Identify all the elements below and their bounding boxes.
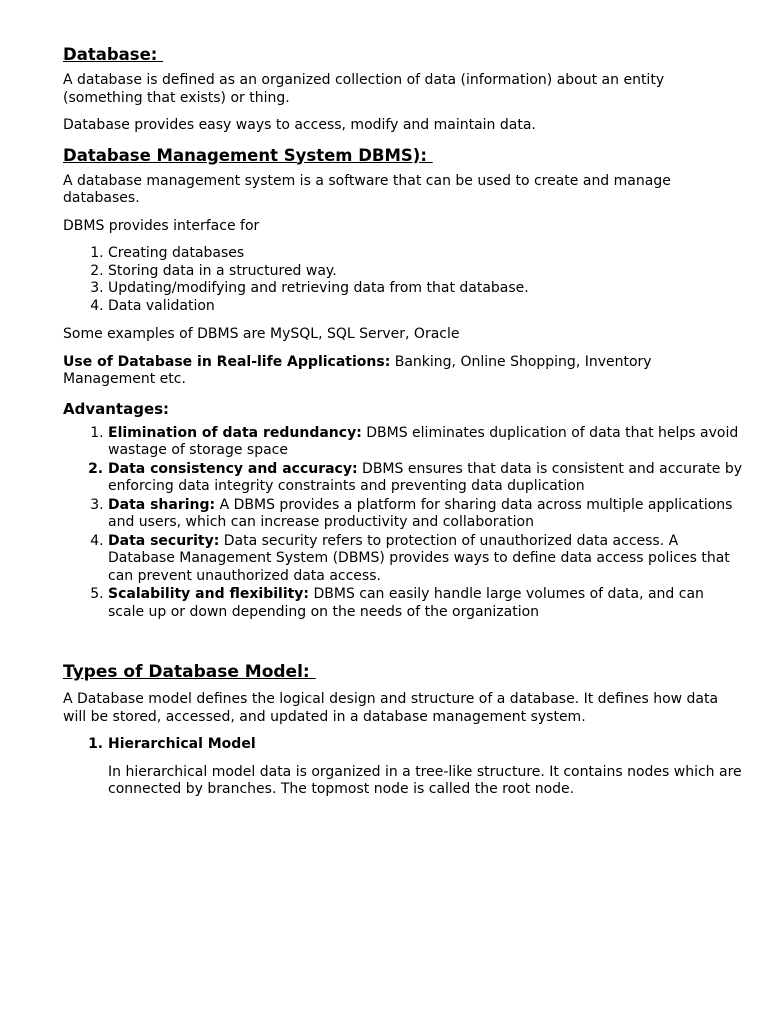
dbms-use-paragraph xyxy=(63,354,743,389)
advantage-label: Data sharing: xyxy=(108,496,216,513)
models-heading: Types of Database Model: xyxy=(63,662,316,682)
model-description: In hierarchical model data is organized in a tree-like structure. It contains nodes which are connected by branches. The topmost node is called the root node. xyxy=(108,763,742,797)
list-item: 2. Storing data in a structured way. xyxy=(108,263,743,281)
advantage-text: DBMS ensures that data is consistent and accurate by enforcing data integrity constraints and preventing data duplication xyxy=(108,460,743,494)
list-item xyxy=(108,533,743,586)
database-provides: Database provides easy ways to access, modify and maintain data. xyxy=(63,117,536,133)
advantages-heading: Advantages: xyxy=(63,399,170,418)
advantage-label: Data consistency and accuracy: xyxy=(108,460,358,477)
list-item xyxy=(108,461,743,496)
database-definition: A database is defined as an organized collection of data (information) about an entity (something that exists) or thing. xyxy=(63,72,665,106)
advantage-label: Elimination of data redundancy: xyxy=(108,424,362,441)
advantage-text: DBMS can easily handle large volumes of data, and can scale up or down depending on the needs of the organization xyxy=(108,586,704,620)
section-spacer xyxy=(63,632,743,661)
model-title: Hierarchical Model xyxy=(108,736,256,752)
list-item xyxy=(108,425,743,460)
dbms-interface-list xyxy=(63,245,743,315)
list-item: 1. Creating databases xyxy=(108,245,743,263)
list-item xyxy=(108,497,743,532)
dbms-examples: Some examples of DBMS are MySQL, SQL Server, Oracle xyxy=(63,326,460,342)
list-item: 4. Data validation xyxy=(108,298,743,316)
advantage-label: Scalability and flexibility: xyxy=(108,586,310,602)
advantage-text: Data security refers to protection of unauthorized data access. A Database Management System (DBMS) provides ways to define data access polices that can prevent unauthorized data access. xyxy=(108,532,730,584)
advantage-text: A DBMS provides a platform for sharing data across multiple applications and users, which can increase productivity and collaboration xyxy=(108,496,733,530)
advantage-label: Data security: xyxy=(108,532,220,549)
database-heading: Database: xyxy=(63,45,164,64)
models-intro: A Database model defines the logical design and structure of a database. It defines how data will be stored, accessed, and updated in a database management system. xyxy=(63,691,719,725)
dbms-definition: A database management system is a software that can be used to create and manage databases. xyxy=(63,172,671,206)
list-item xyxy=(108,736,743,799)
models-list xyxy=(63,736,743,799)
document-page xyxy=(63,44,743,810)
dbms-interface-intro: DBMS provides interface for xyxy=(63,217,260,234)
dbms-use-text: Banking, Online Shopping, Inventory Management etc. xyxy=(63,353,652,387)
advantages-list xyxy=(63,425,743,622)
list-item: 3. Updating/modifying and retrieving data from that database. xyxy=(108,280,743,298)
dbms-use-label: Use of Database in Real-life Applications: xyxy=(63,353,391,370)
dbms-heading: Database Management System DBMS): xyxy=(63,145,433,165)
list-item xyxy=(108,586,743,621)
advantage-text: DBMS eliminates duplication of data that helps avoid wastage of storage space xyxy=(108,424,739,458)
